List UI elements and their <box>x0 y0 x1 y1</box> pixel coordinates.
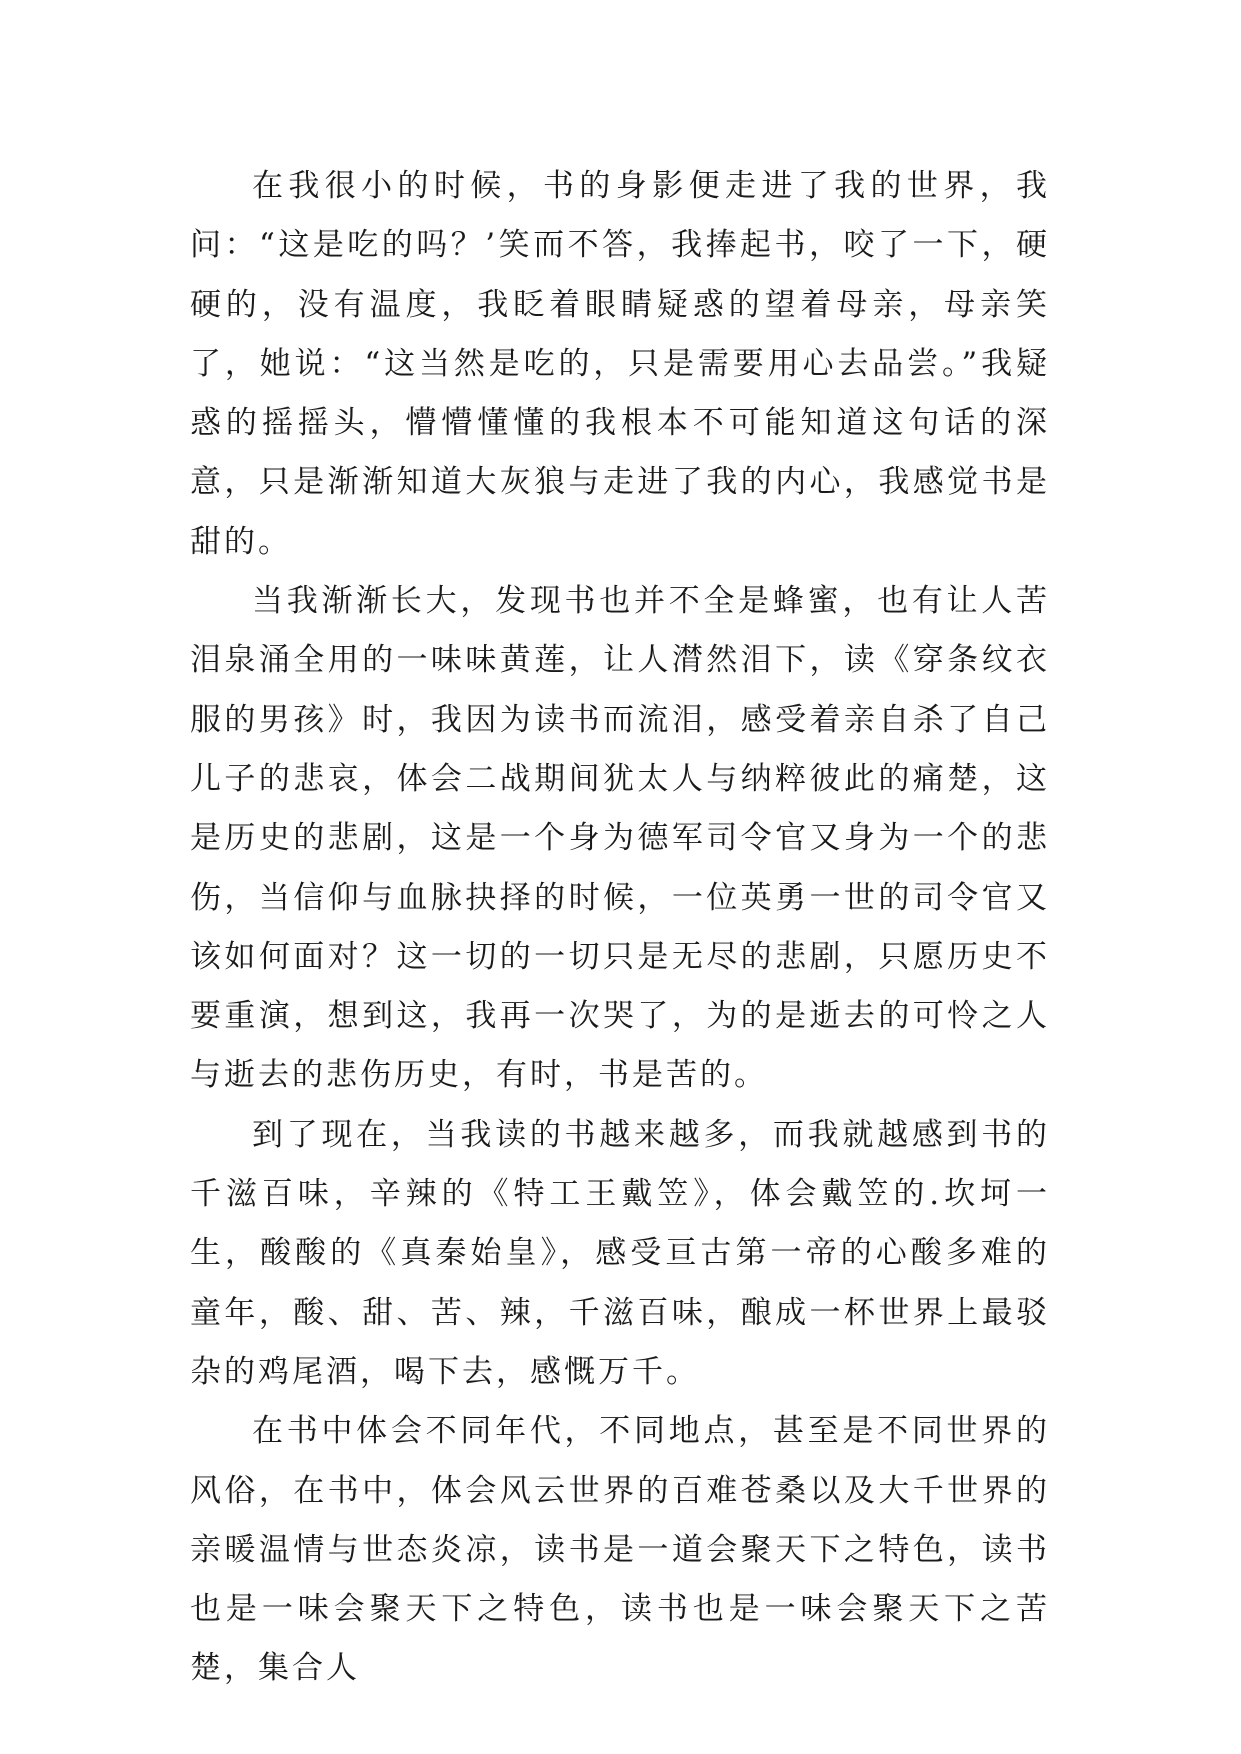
paragraph-2: 当我渐渐长大，发现书也并不全是蜂蜜，也有让人苦泪泉涌全用的一味味黄莲，让人潸然泪下，读《穿条纹衣服的男孩》时，我因为读书而流泪，感受着亲自杀了自己儿子的悲哀，体会二战期间犹太人与纳粹彼此的痛楚，这是历史的悲剧，这是一个身为德军司令官又身为一个的悲伤，当信仰与血脉抉择的时候，一位英勇一世的司令官又该如何面对？这一切的一切只是无尽的悲剧，只愿历史不要重演，想到这，我再一次哭了，为的是逝去的可怜之人与逝去的悲伤历史，有时，书是苦的。 <box>190 583 1050 1094</box>
paragraph-4: 在书中体会不同年代，不同地点，甚至是不同世界的风俗，在书中，体会风云世界的百难苍桑以及大千世界的亲暖温情与世态炎凉，读书是一道会聚天下之特色，读书也是一味会聚天下之特色，读书也是一味会聚天下之苦楚，集合人 <box>190 1413 1050 1687</box>
paragraph-1: 在我很小的时候，书的身影便走进了我的世界，我问：“这是吃的吗？’笑而不答，我捧起书，咬了一下，硬硬的，没有温度，我眨着眼睛疑惑的望着母亲，母亲笑了，她说：“这当然是吃的，只是需要用心去品尝。”我疑惑的摇摇头，懵懵懂懂的我根本不可能知道这句话的深意，只是渐渐知道大灰狼与走进了我的内心，我感觉书是甜的。 <box>190 168 1050 560</box>
paragraph-3: 到了现在，当我读的书越来越多，而我就越感到书的千滋百味，辛辣的《特工王戴笠》，体会戴笠的.坎坷一生，酸酸的《真秦始皇》，感受亘古第一帝的心酸多难的童年，酸、甜、苦、辣，千滋百味，酿成一杯世界上最驳杂的鸡尾酒，喝下去，感慨万千。 <box>190 1116 1050 1390</box>
document-body <box>190 157 1050 1699</box>
